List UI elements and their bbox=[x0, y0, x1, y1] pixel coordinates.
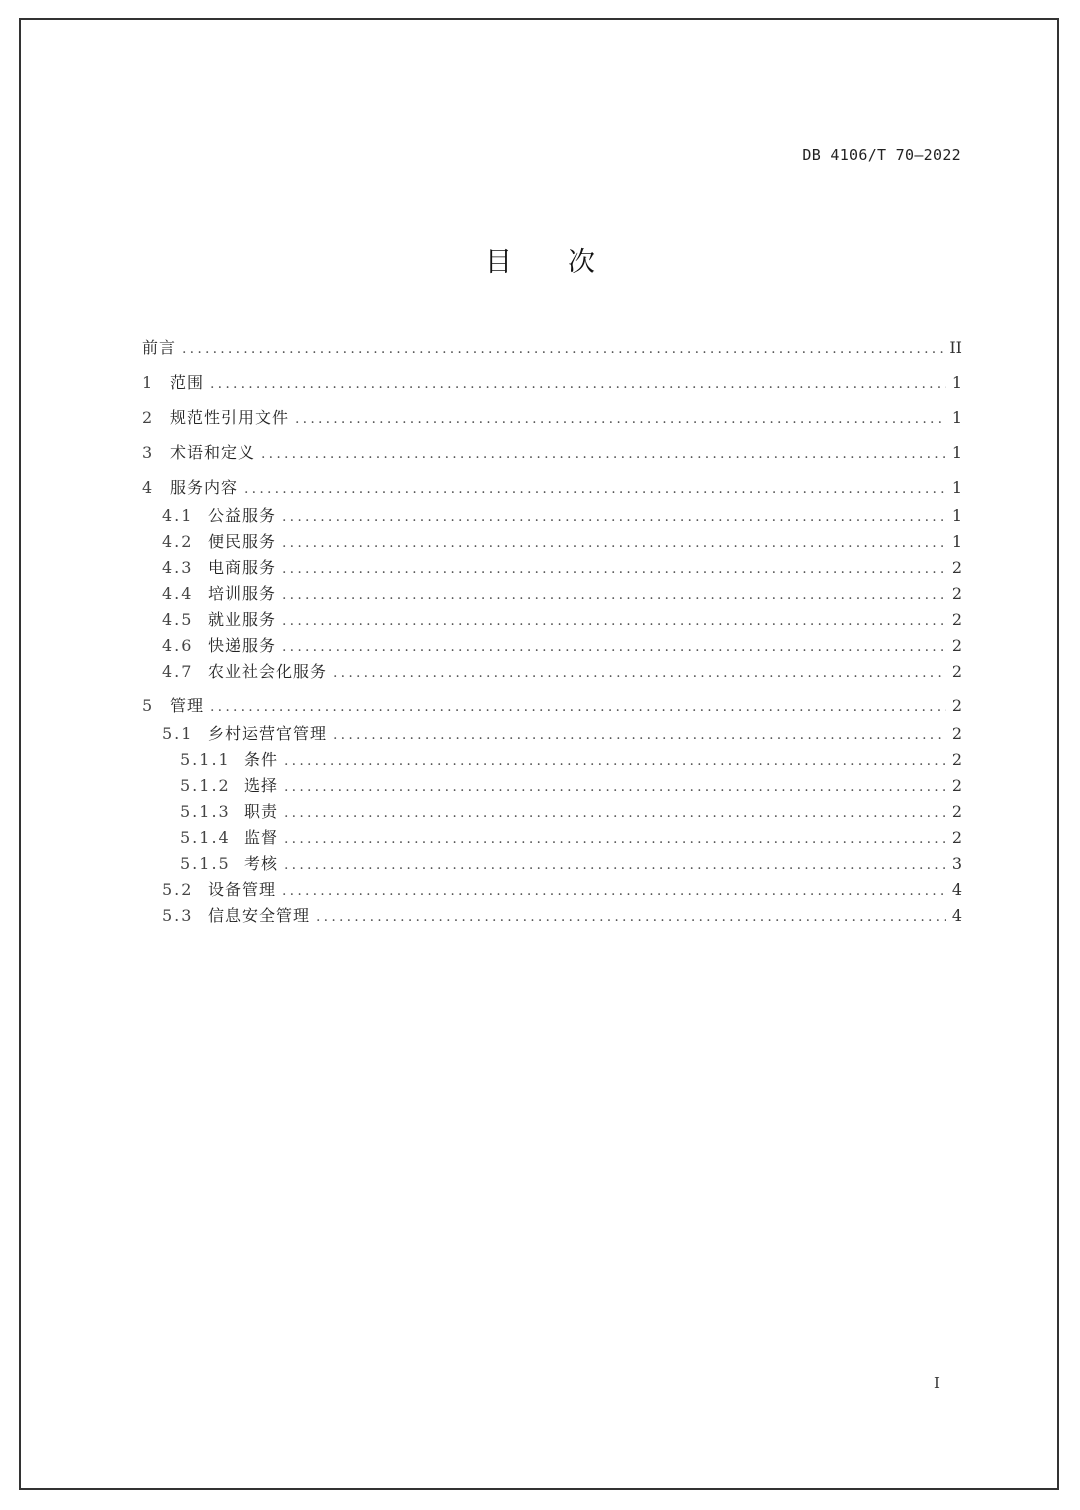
toc-entry-number: 5.3 bbox=[162, 906, 194, 925]
toc-entry-number: 5.1.4 bbox=[180, 828, 231, 847]
toc-entry-page: 2 bbox=[951, 776, 962, 795]
leader-dots bbox=[282, 637, 946, 657]
toc-entry-label: 术语和定义 bbox=[170, 443, 256, 462]
toc-entry[interactable] bbox=[142, 906, 962, 927]
toc-entry-page: 1 bbox=[951, 532, 962, 551]
toc-entry-page: 1 bbox=[951, 408, 962, 427]
toc-entry-number: 4.7 bbox=[162, 662, 194, 681]
leader-dots bbox=[282, 559, 946, 579]
leader-dots bbox=[282, 881, 946, 901]
toc-entry[interactable] bbox=[142, 443, 962, 464]
toc-entry-label: 公益服务 bbox=[208, 506, 277, 525]
toc-entry[interactable] bbox=[142, 373, 962, 394]
toc-entry-page: 2 bbox=[951, 828, 962, 847]
toc-entry-number: 5.1.3 bbox=[180, 802, 231, 821]
toc-entry-number: 4.5 bbox=[162, 610, 194, 629]
toc-entry-page: 2 bbox=[951, 802, 962, 821]
toc-entry-page: 1 bbox=[951, 506, 962, 525]
toc-entry-label: 范围 bbox=[170, 373, 205, 392]
toc-entry-page: 3 bbox=[951, 854, 962, 873]
toc-entry-page: 2 bbox=[951, 584, 962, 603]
toc-entry-label: 信息安全管理 bbox=[208, 906, 311, 925]
toc-entry-label: 便民服务 bbox=[208, 532, 277, 551]
toc-entry[interactable] bbox=[142, 584, 962, 605]
toc-entry-page: 1 bbox=[951, 478, 962, 497]
toc-entry-label: 监督 bbox=[244, 828, 279, 847]
toc-entry[interactable] bbox=[142, 558, 962, 579]
toc-entry-number: 2 bbox=[142, 408, 155, 427]
toc-entry[interactable] bbox=[142, 880, 962, 901]
toc-entry-page: 2 bbox=[951, 610, 962, 629]
table-of-contents bbox=[142, 0, 962, 1510]
toc-entry-number: 5.1.5 bbox=[180, 854, 231, 873]
leader-dots bbox=[284, 777, 946, 797]
toc-entry[interactable] bbox=[142, 478, 962, 499]
toc-entry-label: 考核 bbox=[244, 854, 279, 873]
toc-entry[interactable] bbox=[142, 724, 962, 745]
toc-entry-number: 4.1 bbox=[162, 506, 194, 525]
toc-entry-label: 条件 bbox=[244, 750, 279, 769]
title-char-1: 目 bbox=[485, 247, 512, 278]
leader-dots bbox=[182, 339, 943, 359]
leader-dots bbox=[210, 374, 946, 394]
toc-entry[interactable] bbox=[142, 854, 962, 875]
leader-dots bbox=[333, 725, 946, 745]
leader-dots bbox=[333, 663, 946, 683]
toc-entry-label: 电商服务 bbox=[208, 558, 277, 577]
toc-entry-label: 快递服务 bbox=[208, 636, 277, 655]
page-number: I bbox=[934, 1374, 940, 1392]
leader-dots bbox=[261, 444, 946, 464]
toc-entry-number: 5.1.1 bbox=[180, 750, 231, 769]
toc-entry-label: 服务内容 bbox=[170, 478, 239, 497]
toc-entry[interactable] bbox=[142, 750, 962, 771]
toc-entry-label: 农业社会化服务 bbox=[208, 662, 328, 681]
toc-entry-label: 规范性引用文件 bbox=[170, 408, 290, 427]
toc-entry[interactable] bbox=[142, 408, 962, 429]
toc-entry-page: II bbox=[949, 338, 962, 357]
toc-entry-page: 1 bbox=[951, 373, 962, 392]
toc-entry-page: 2 bbox=[951, 750, 962, 769]
leader-dots bbox=[244, 479, 946, 499]
toc-entry-number: 5 bbox=[142, 696, 155, 715]
toc-entry-label: 设备管理 bbox=[208, 880, 277, 899]
toc-entry[interactable] bbox=[142, 776, 962, 797]
toc-entry-number: 5.2 bbox=[162, 880, 194, 899]
toc-entry-page: 2 bbox=[951, 724, 962, 743]
toc-entry-page: 4 bbox=[951, 906, 962, 925]
toc-entry-label: 职责 bbox=[244, 802, 279, 821]
toc-entry-number: 4.6 bbox=[162, 636, 194, 655]
toc-entry[interactable] bbox=[142, 696, 962, 717]
leader-dots bbox=[316, 907, 946, 927]
toc-entry-page: 2 bbox=[951, 696, 962, 715]
toc-entry-label: 管理 bbox=[170, 696, 205, 715]
leader-dots bbox=[284, 751, 946, 771]
toc-entry-number: 4 bbox=[142, 478, 155, 497]
toc-entry-page: 2 bbox=[951, 636, 962, 655]
toc-entry-label: 乡村运营官管理 bbox=[208, 724, 328, 743]
document-code: DB 4106/T 70—2022 bbox=[802, 146, 961, 164]
leader-dots bbox=[284, 803, 946, 823]
toc-entry-number: 5.1.2 bbox=[180, 776, 231, 795]
toc-entry-label: 前言 bbox=[142, 338, 177, 357]
toc-entry-page: 2 bbox=[951, 662, 962, 681]
toc-entry[interactable] bbox=[142, 662, 962, 683]
leader-dots bbox=[282, 611, 946, 631]
toc-entry-foreword[interactable] bbox=[142, 338, 962, 359]
leader-dots bbox=[284, 829, 946, 849]
leader-dots bbox=[284, 855, 946, 875]
toc-entry-page: 2 bbox=[951, 558, 962, 577]
toc-entry-number: 3 bbox=[142, 443, 155, 462]
toc-entry-number: 5.1 bbox=[162, 724, 194, 743]
toc-entry-label: 培训服务 bbox=[208, 584, 277, 603]
toc-entry-number: 1 bbox=[142, 373, 155, 392]
leader-dots bbox=[282, 533, 946, 553]
toc-entry-page: 1 bbox=[951, 443, 962, 462]
leader-dots bbox=[210, 697, 946, 717]
toc-entry[interactable] bbox=[142, 636, 962, 657]
toc-entry-label: 选择 bbox=[244, 776, 279, 795]
title-char-2: 次 bbox=[568, 247, 595, 278]
toc-entry[interactable] bbox=[142, 532, 962, 553]
toc-entry[interactable] bbox=[142, 610, 962, 631]
toc-entry[interactable] bbox=[142, 802, 962, 823]
leader-dots bbox=[282, 507, 946, 527]
toc-entry[interactable] bbox=[142, 828, 962, 849]
leader-dots bbox=[295, 409, 946, 429]
toc-entry[interactable] bbox=[142, 506, 962, 527]
toc-entry-number: 4.3 bbox=[162, 558, 194, 577]
leader-dots bbox=[282, 585, 946, 605]
toc-entry-page: 4 bbox=[951, 880, 962, 899]
toc-entry-label: 就业服务 bbox=[208, 610, 277, 629]
toc-entry-number: 4.2 bbox=[162, 532, 194, 551]
toc-entry-number: 4.4 bbox=[162, 584, 194, 603]
